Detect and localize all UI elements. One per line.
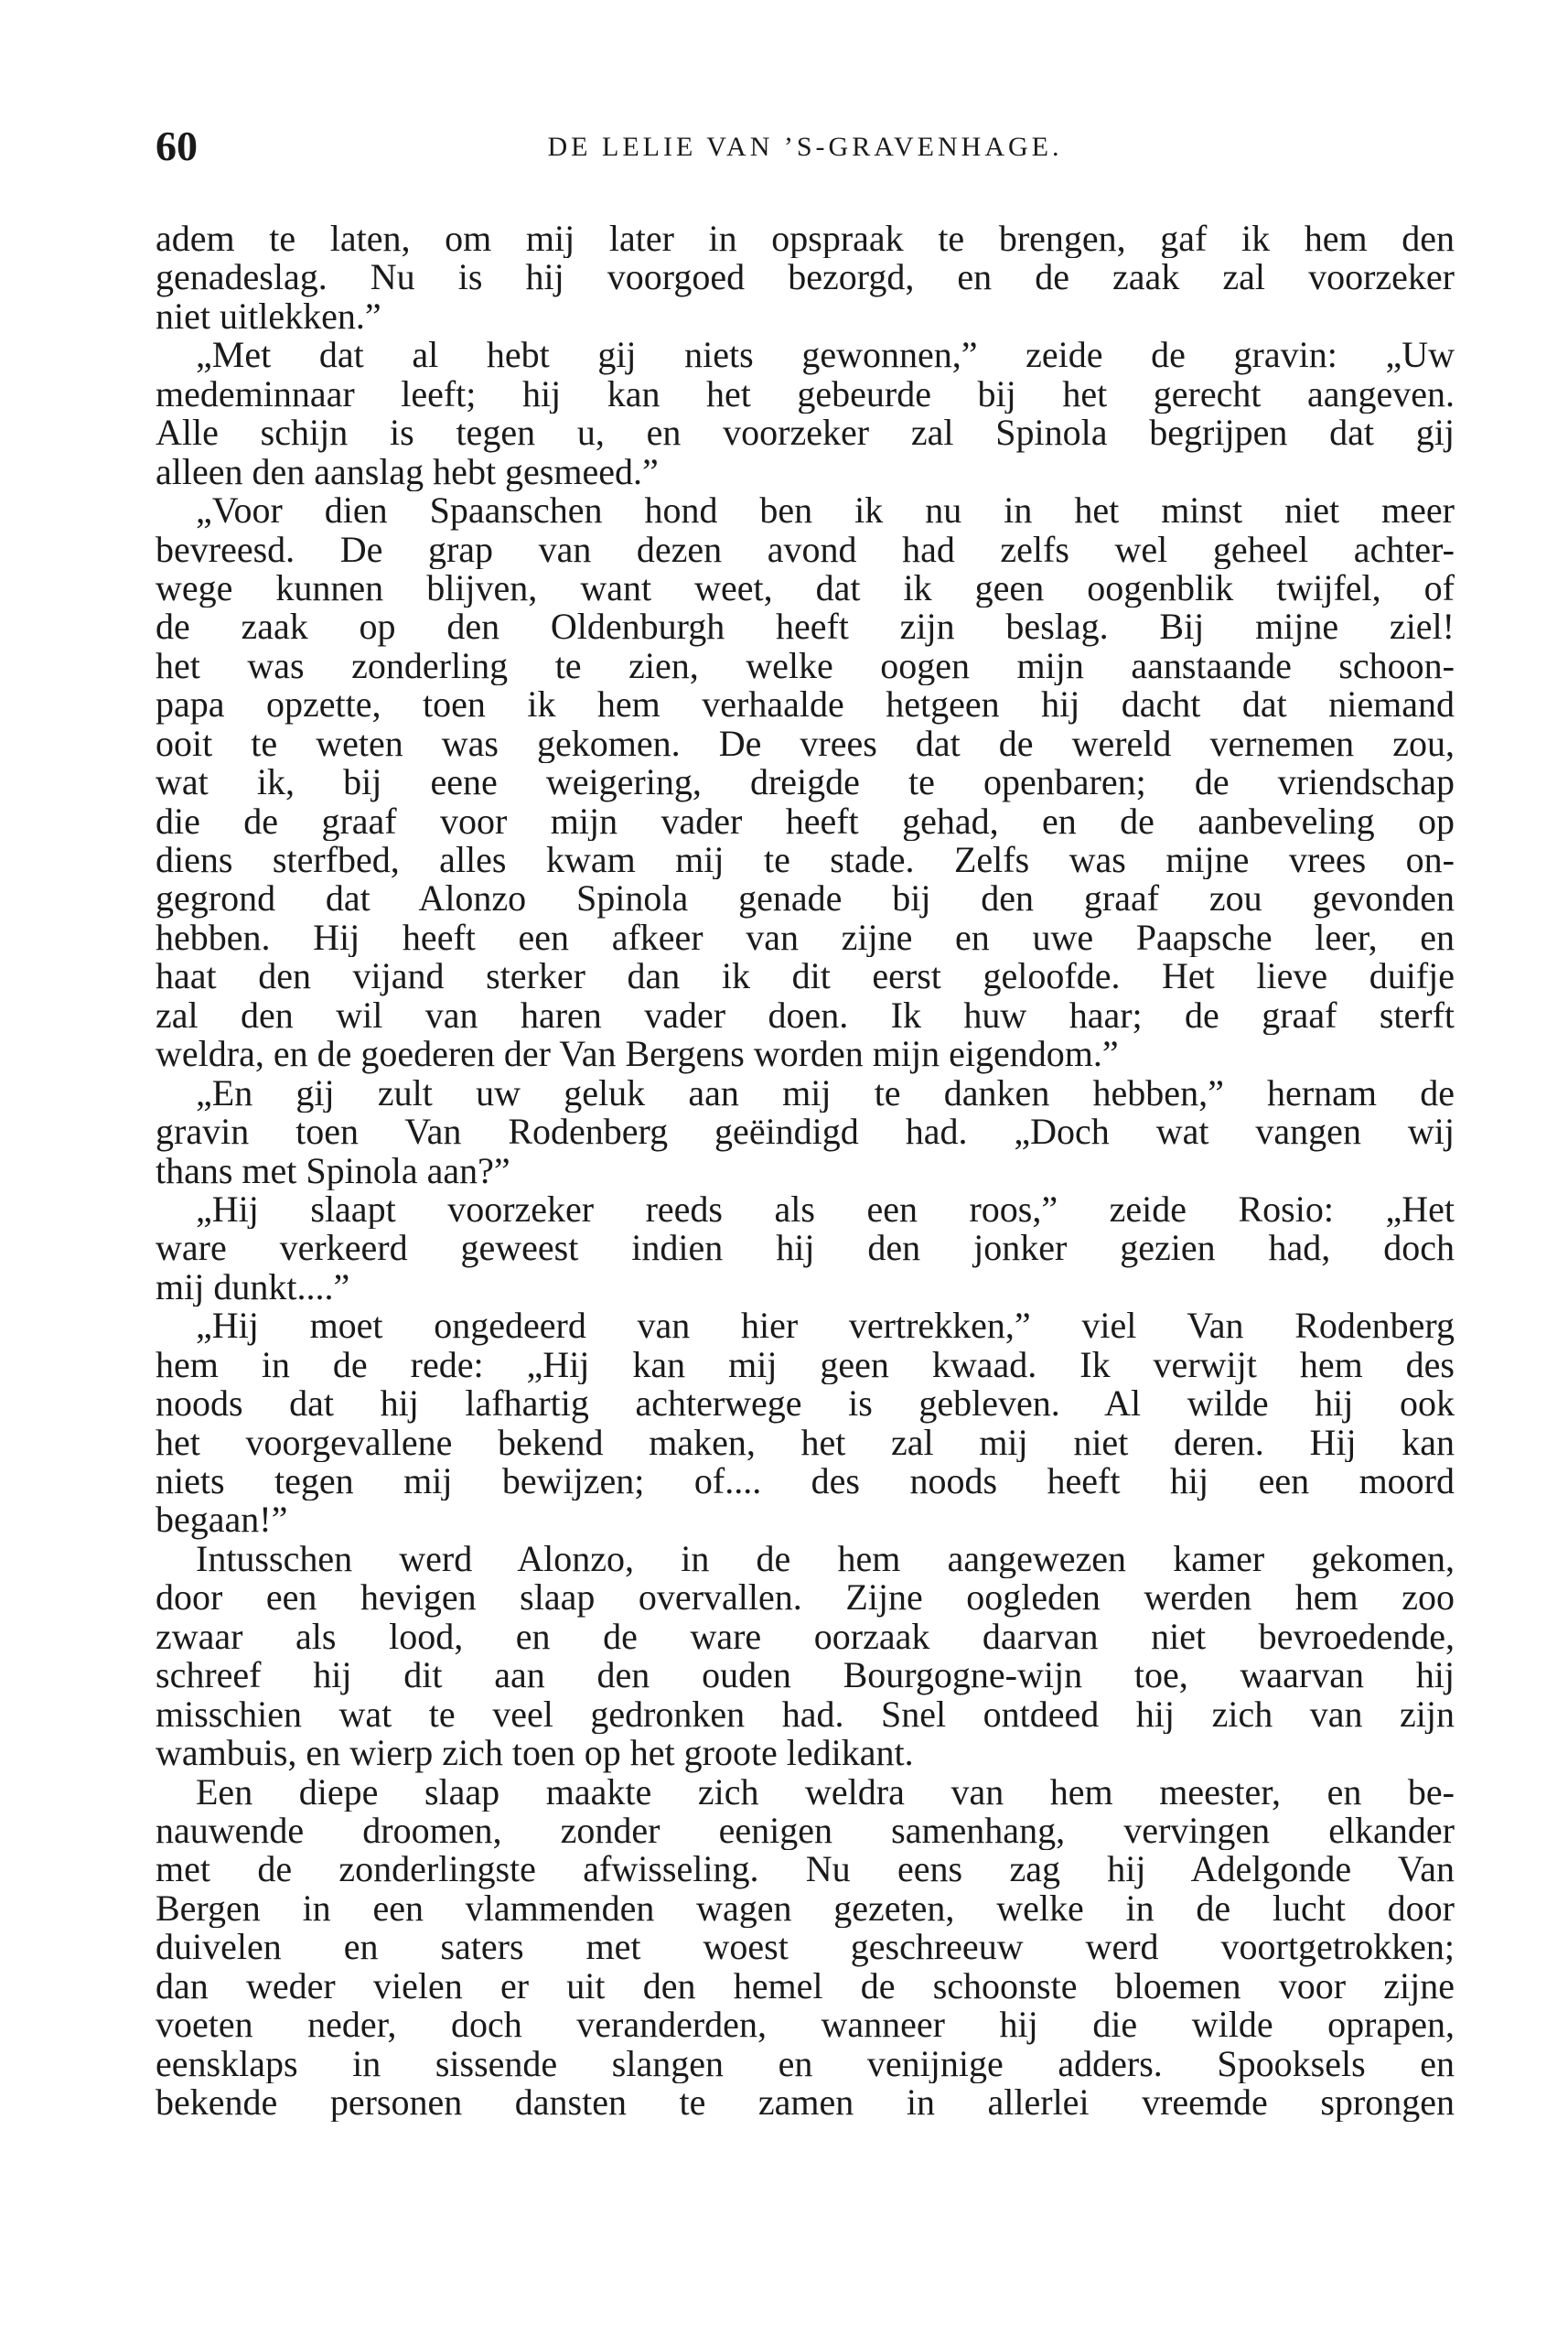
text-line: dan weder vielen er uit den hemel de schoonste bloemen voor zijne — [156, 1966, 1455, 2006]
text-line: noods dat hij lafhartig achterwege is gebleven. Al wilde hij ook — [156, 1384, 1455, 1424]
text-line: mij dunkt....” — [156, 1267, 350, 1307]
text-line: schreef hij dit aan den ouden Bourgogne-wijn toe, waarvan hij — [156, 1656, 1455, 1695]
text-line: misschien wat te veel gedronken had. Snel ontdeed hij zich van zijn — [156, 1694, 1455, 1735]
text-line: voeten neder, doch veranderden, wanneer hij die wilde oprapen, — [156, 2006, 1455, 2045]
text-line: nauwende droomen, zonder eenigen samenhang, vervingen elkander — [156, 1811, 1455, 1851]
text-line: het voorgevallene bekend maken, het zal mij niet deren. Hij kan — [156, 1423, 1455, 1462]
text-line: hem in de rede: „Hij kan mij geen kwaad. Ik verwijt hem des — [156, 1345, 1455, 1385]
text-line: Een diepe slaap maakte zich weldra van hem meester, en be- — [196, 1772, 1455, 1812]
text-line: haat den vijand sterker dan ik dit eerst geloofde. Het lieve duifje — [156, 957, 1455, 996]
text-line: zwaar als lood, en de ware oorzaak daarvan niet bevroedende, — [156, 1617, 1455, 1657]
text-line: begaan!” — [156, 1500, 288, 1540]
page-number: 60 — [156, 123, 198, 169]
text-line: de zaak op den Oldenburgh heeft zijn beslag. Bij mijne ziel! — [156, 608, 1455, 647]
text-line: wambuis, en wierp zich toen op het groote ledikant. — [156, 1734, 914, 1773]
text-line: Bergen in een vlammenden wagen gezeten, welke in de lucht door — [156, 1888, 1455, 1929]
text-line: weldra, en de goederen der Van Bergens worden mijn eigendom.” — [156, 1035, 1119, 1074]
text-line: „Hij slaapt voorzeker reeds als een roos,” zeide Rosio: „Het — [196, 1189, 1455, 1230]
text-line: Intusschen werd Alonzo, in de hem aangewezen kamer gekomen, — [196, 1539, 1455, 1579]
text-line: ware verkeerd geweest indien hij den jonker gezien had, doch — [156, 1229, 1455, 1268]
text-line: wat ik, bij eene weigering, dreigde te openbaren; de vriendschap — [156, 763, 1455, 802]
text-line: duivelen en saters met woest geschreeuw werd voortgetrokken; — [156, 1928, 1455, 1967]
text-line: zal den wil van haren vader doen. Ik huw haar; de graaf sterft — [156, 995, 1455, 1036]
text-line: met de zonderlingste afwisseling. Nu eens zag hij Adelgonde Van — [156, 1850, 1455, 1889]
text-line: „Met dat al hebt gij niets gewonnen,” zeide de gravin: „Uw — [196, 336, 1455, 375]
text-line: adem te laten, om mij later in opspraak te brengen, gaf ik hem den — [156, 220, 1455, 259]
text-line: gegrond dat Alonzo Spinola genade bij den graaf zou gevonden — [156, 879, 1455, 919]
body-text — [156, 220, 1455, 2161]
text-line: papa opzette, toen ik hem verhaalde hetgeen hij dacht dat niemand — [156, 685, 1455, 725]
text-line: Alle schijn is tegen u, en voorzeker zal Spinola begrijpen dat gij — [156, 414, 1455, 453]
running-header — [156, 119, 1455, 174]
text-line: niets tegen mij bewijzen; of.... des noods heeft hij een moord — [156, 1462, 1455, 1501]
text-line: door een hevigen slaap overvallen. Zijne oogleden werden hem zoo — [156, 1578, 1455, 1618]
running-title: DE LELIE VAN ’S-GRAVENHAGE. — [547, 132, 1063, 162]
text-line: medeminnaar leeft; hij kan het gebeurde bij het gerecht aangeven. — [156, 374, 1455, 414]
text-line: ooit te weten was gekomen. De vrees dat de wereld vernemen zou, — [156, 724, 1455, 764]
text-line: „Voor dien Spaanschen hond ben ik nu in het minst niet meer — [196, 491, 1455, 531]
text-line: die de graaf voor mijn vader heeft gehad, en de aanbeveling op — [156, 801, 1455, 841]
text-line: eensklaps in sissende slangen en venijnige adders. Spooksels en — [156, 2044, 1455, 2083]
text-line: gravin toen Van Rodenberg geëindigd had. „Doch wat vangen wij — [156, 1113, 1455, 1152]
text-line: thans met Spinola aan?” — [156, 1151, 510, 1190]
text-line: „En gij zult uw geluk aan mij te danken hebben,” hernam de — [196, 1073, 1455, 1113]
text-line: niet uitlekken.” — [156, 296, 381, 337]
text-line: bevreesd. De grap van dezen avond had zelfs wel geheel achter- — [156, 530, 1455, 569]
text-line: „Hij moet ongedeerd van hier vertrekken,” viel Van Rodenberg — [196, 1307, 1455, 1346]
text-line: alleen den aanslag hebt gesmeed.” — [156, 452, 659, 492]
text-line: wege kunnen blijven, want weet, dat ik geen oogenblik twijfel, of — [156, 568, 1455, 608]
text-line: genadeslag. Nu is hij voorgoed bezorgd, en de zaak zal voorzeker — [156, 258, 1455, 297]
text-line: hebben. Hij heeft een afkeer van zijne en uwe Paapsche leer, en — [156, 918, 1455, 958]
text-line: het was zonderling te zien, welke oogen mijn aanstaande schoon- — [156, 646, 1455, 686]
text-line — [156, 2122, 1455, 2160]
text-line: diens sterfbed, alles kwam mij te stade. Zelfs was mijne vrees on- — [156, 841, 1455, 880]
text-line: bekende personen dansten te zamen in allerlei vreemde sprongen — [156, 2083, 1455, 2123]
